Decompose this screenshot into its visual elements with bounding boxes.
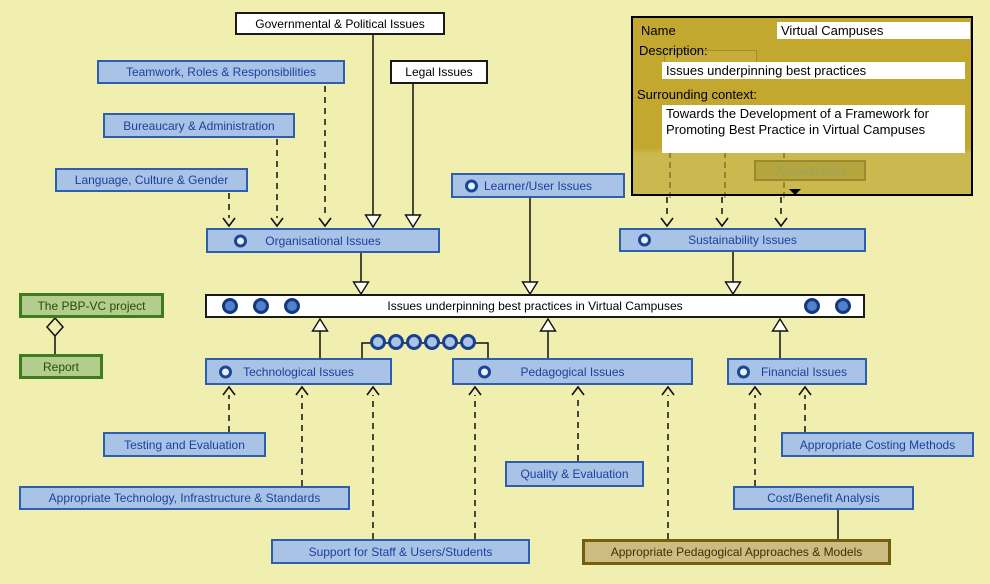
node-legal[interactable] [390,60,488,84]
concept-circle-icon [465,179,478,192]
link-dot-icon [222,298,238,314]
surrounding-context-label: Surrounding context: [637,87,757,102]
surrounding-context-textarea[interactable]: Towards the Development of a Framework for Promoting Best Practice in Virtual Campuses [662,105,965,153]
aggregation-diamond-icon [47,318,63,336]
ghost-node-accreditation [754,160,866,181]
node-label: Accreditation [775,163,845,178]
node-apppedagogical-highlighted[interactable] [582,539,891,565]
ghost-dashed-line [669,152,671,198]
node-label: Appropriate Technology, Infrastructure & Standards [48,491,321,505]
node-support[interactable] [271,539,530,564]
node-label: Learner/User Issues [483,178,593,193]
node-label: Legal Issues [405,65,473,79]
node-financial[interactable] [727,358,867,385]
node-sustainability[interactable] [619,228,866,252]
properties-panel [631,16,973,196]
node-costbenefit[interactable] [733,486,914,510]
node-apptech[interactable] [19,486,350,510]
node-label: Issues underpinning best practices in Virtual Campuses [387,299,683,313]
node-testing[interactable] [103,432,266,457]
link-dot-icon [804,298,820,314]
node-pedagogical[interactable] [452,358,693,385]
name-input[interactable]: Virtual Campuses [777,22,970,39]
node-label: Bureaucary & Administration [123,118,275,133]
node-technological[interactable] [205,358,392,385]
description-label: Description: [639,43,708,58]
node-label: The PBP-VC project [37,298,146,313]
node-report[interactable] [19,354,103,379]
concept-circle-icon [234,234,247,247]
node-label: Appropriate Pedagogical Approaches & Models [610,545,863,559]
node-label: Support for Staff & Users/Students [308,544,493,559]
node-learner[interactable] [451,173,625,198]
node-label: Organisational Issues [265,233,381,248]
description-input[interactable]: Issues underpinning best practices [662,62,965,79]
concept-circle-icon [638,234,651,247]
link-dot-icon [835,298,851,314]
panel-anchor-triangle-icon [789,189,801,195]
node-label: Testing and Evaluation [124,437,245,452]
concept-circle-icon [219,365,232,378]
node-label: Pedagogical Issues [520,364,625,379]
node-label: Quality & Evaluation [520,467,629,481]
node-costing[interactable] [781,432,974,457]
node-governmental[interactable] [235,12,445,35]
concept-circle-icon [478,365,491,378]
node-label: Financial Issues [760,364,848,379]
node-pbp-vc-project[interactable] [19,293,164,318]
node-quality[interactable] [505,461,644,487]
node-bureaucracy[interactable] [103,113,295,138]
name-label: Name [641,23,676,38]
node-label: Cost/Benefit Analysis [767,491,880,505]
node-teamwork[interactable] [97,60,345,84]
node-label: Teamwork, Roles & Responsibilities [125,65,317,79]
node-label: Appropriate Costing Methods [799,437,956,452]
node-language[interactable] [55,168,248,192]
node-organisational[interactable] [206,228,440,253]
node-label: Governmental & Political Issues [255,16,425,31]
link-dot-icon [253,298,269,314]
node-label: Sustainability Issues [688,233,797,247]
node-label: Language, Culture & Gender [74,173,229,187]
ghost-dashed-line [724,152,726,198]
node-label: Technological Issues [243,364,354,379]
node-label: Report [42,359,80,374]
link-chain-circle-icons [372,336,475,349]
link-dot-icon [284,298,300,314]
node-central-bar[interactable] [205,294,865,318]
